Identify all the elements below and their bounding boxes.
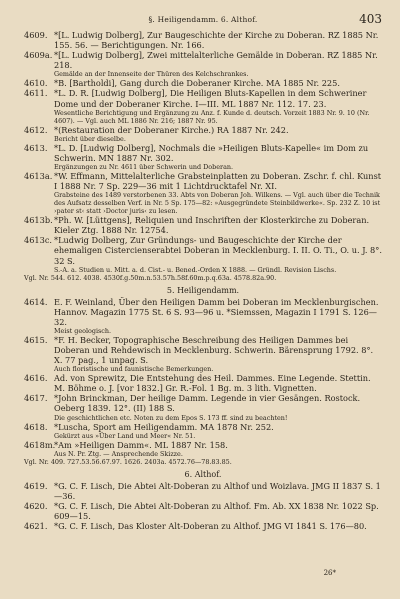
entry-number: 4614.: [24, 296, 48, 307]
bibliography-entry: [24, 235, 382, 265]
entry-note: Auch floristische und faunistische Bemerkungen.: [54, 365, 214, 374]
entry-number: 4618.: [24, 421, 48, 432]
bibliography-entry: [24, 297, 382, 327]
entry-text: E. F. Weinland, Über den Heiligen Damm bei Doberan im Mecklenburgischen. Hannov. Magazin 1775 St. 6 S. 93—96 u. *Siemssen, Magazin I 1791 S. 126—32.: [54, 296, 379, 327]
entry-number: 4615.: [24, 334, 48, 345]
entry-note: Aus N. Pr. Ztg. — Ansprechende Skizze.: [54, 449, 183, 458]
entry-text: *B. [Bartholdi], Gang durch die Doberaner Kirche. MA 1885 Nr. 225.: [54, 78, 340, 89]
bibliography-entry: [24, 50, 382, 70]
entry-number: 4619.: [24, 480, 48, 491]
bibliography-entry: [24, 125, 382, 135]
entry-text: *John Brinckman, Der heilige Damm. Legende in vier Gesängen. Rostock. Oeberg 1839. 12°. (II) 188 S.: [54, 393, 361, 414]
entry-note: S.-A. a. Studien u. Mitt. a. d. Cist.- u. Bened.-Orden X 1888. — Gründl. Revision Lischs.: [54, 265, 337, 274]
entry-text: *F. H. Becker, Topographische Beschreibung des Heiligen Dammes bei Doberan und Rehdewisch in Mecklenburg. Schwerin. Bärensprung 1792. 8°. X. 77 pag., 1 unpag. S.: [54, 334, 374, 366]
bibliography-entry: [24, 215, 382, 235]
entry-text: *Luscha, Sport am Heiligendamm. MA 1878 Nr. 252.: [54, 421, 274, 432]
entry-text: *[L. Ludwig Dolberg], Zwei mittelalterliche Gemälde in Doberan. RZ 1885 Nr. 218.: [54, 50, 378, 71]
entry-text: *Ph. W. [Lüttgens], Reliquien und Inschriften der Klosterkirche zu Doberan. Kieler Ztg. 1888 Nr. 12754.: [54, 215, 370, 236]
entry-text: *W. Effmann, Mittelalterliche Grabsteinplatten zu Doberan. Zschr. f. chl. Kunst I 1888 Nr. 7 Sp. 229—36 mit 1 Lichtdrucktafel Nr. XI.: [54, 170, 382, 192]
section-heading: 6. Althof.: [184, 469, 222, 479]
bibliography-entry: [24, 78, 382, 88]
running-head: §. Heiligendamm. 6. Althof.: [148, 15, 258, 24]
entry-note: Grabsteine des 1489 verstorbenen 33. Abts von Doberan Joh. Wilkens. — Vgl. auch über die Technik des Aufsatz desselben Verf. in Nr. 5 Sp. 175—82: »Ausgegründete Steinbildwerke«. Sp. 232 Z. 10 ist ›pater st‹ statt ›Doctor juris‹ zu lesen.: [54, 191, 381, 216]
entry-text: *Am »Heiligen Damm«. ML 1887 Nr. 158.: [54, 439, 228, 450]
entry-note: Die geschichtlichen etc. Noten zu dem Epos S. 173 ff. sind zu beachten!: [54, 413, 288, 422]
bibliography-entry: [24, 501, 382, 521]
bibliography-entry: [24, 88, 382, 108]
bibliography-entry: [24, 30, 382, 50]
entry-number: 4610.: [24, 78, 48, 89]
entry-number: 4621.: [24, 521, 48, 532]
entry-text: *(Restauration der Doberaner Kirche.) RA 1887 Nr. 242.: [54, 124, 289, 135]
entry-number: 4613b.: [24, 215, 53, 226]
bibliography-entry: [24, 481, 382, 501]
entry-note: Gekürzt aus »Über Land und Meer« Nr. 51.: [54, 431, 196, 440]
entry-text: *L. D. R. [Ludwig Dolberg], Die Heiligen Bluts-Kapellen in dem Schweriner Dome und der Doberaner Kirche. I—III. ML 1887 Nr. 112. 17. 23.: [54, 88, 367, 109]
entry-note: Meist geologisch.: [54, 326, 112, 335]
entry-text: *L. D. [Ludwig Dolberg], Nochmals die »Heiligen Bluts-Kapelle« im Dom zu Schwerin. MN 1887 Nr. 302.: [54, 142, 369, 163]
entry-note: Gemälde an der Innenseite der Thüren des Kelchschrankes.: [54, 70, 249, 79]
entry-number: 4613a.: [24, 170, 53, 181]
entry-text: *G. C. F. Lisch, Die Abtei Alt-Doberan zu Althof und Woizlava. JMG II 1837 S. 1—36.: [54, 480, 381, 501]
entry-number: 4613c.: [24, 235, 53, 246]
entry-note: Ergänzungen zu Nr. 4611 über Schwerin und Doberan.: [54, 162, 234, 171]
entry-number: 4618m.: [24, 439, 56, 450]
bibliography-entry: [24, 143, 382, 163]
page-header: [24, 12, 382, 26]
entry-text: *G. C. F. Lisch, Das Kloster Alt-Doberan zu Althof. JMG VI 1841 S. 176—80.: [54, 521, 367, 532]
bibliography-entry: [24, 393, 382, 413]
entry-number: 4612.: [24, 124, 48, 135]
entry-text: Ad. von Sprewitz, Die Entstehung des Heil. Dammes. Eine Legende. Stettin. M. Böhme o. J. [vor 1832.] Gr. R.-Fol. 1 Bg. m. 3 lith. Vignetten.: [54, 373, 371, 394]
entry-number: 4617.: [24, 393, 48, 404]
entry-text: *G. C. F. Lisch, Die Abtei Alt-Doberan zu Althof. Fm. Ab. XX 1838 Nr. 1022 Sp. 609—15.: [54, 500, 379, 521]
bibliography-entry: [24, 440, 382, 450]
entry-number: 4616.: [24, 373, 48, 384]
bibliography-entry: [24, 521, 382, 531]
bibliography-entries: [24, 30, 382, 531]
section-heading: 5. Heiligendamm.: [166, 285, 240, 295]
bibliography-entry: [24, 373, 382, 393]
entry-number: 4620.: [24, 500, 48, 511]
entry-number: 4613.: [24, 142, 48, 153]
bibliography-entry: [24, 422, 382, 432]
page-number: 403: [359, 12, 382, 26]
entry-note: Wesentliche Berichtigung und Ergänzung zu Anz. f. Kunde d. deutsch. Vorzeit 1883 Nr. 9. 10 (Nr. 4607). — Vgl. auch ML 1886 Nr. 216; 1887 Nr. 95.: [54, 108, 370, 125]
entry-number: 4609a.: [24, 50, 53, 61]
bibliography-entry: [24, 171, 382, 191]
entry-number: 4611.: [24, 88, 48, 99]
cross-reference-note: Vgl. Nr. 409. 727.53.56.67.97. 1626. 2403a. 4572.76—78.83.85.: [24, 457, 232, 466]
signature-mark: 26*: [323, 569, 336, 577]
entry-text: *Ludwig Dolberg, Zur Gründungs- und Baugeschichte der Kirche der ehemaligen Cistercienserabtei Doberan in Mecklenburg. I. II. O. Ti., O. u. J. 8°. 32 S.: [54, 235, 382, 266]
entry-text: *[L. Ludwig Dolberg], Zur Baugeschichte der Kirche zu Doberan. RZ 1885 Nr. 155. 56. — Berichtigungen. Nr. 166.: [54, 30, 379, 51]
entry-number: 4609.: [24, 30, 48, 40]
bibliography-entry: [24, 335, 382, 365]
cross-reference-note: Vgl. Nr. 544. 612. 4038. 4530f.g.50m.n.53.57h.58f.60m.p.q.63a. 4578.82a.90.: [24, 273, 277, 282]
entry-note: Bericht über dieselbe.: [54, 134, 126, 143]
